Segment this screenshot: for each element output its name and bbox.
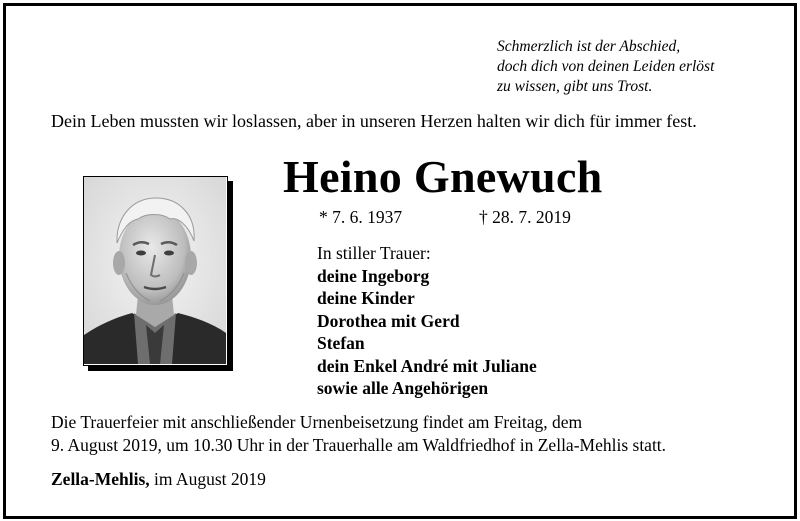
closing-date: im August 2019 <box>154 469 266 489</box>
life-dates <box>319 206 571 228</box>
mourners-label: In stiller Trauer: <box>317 243 431 263</box>
service-line: Die Trauerfeier mit anschließender Urnenbeisetzung findet am Freitag, dem <box>51 412 583 432</box>
mourner-name: sowie alle Angehörigen <box>317 378 489 398</box>
mourners-block <box>317 242 537 400</box>
portrait-illustration <box>84 177 226 364</box>
mourner-name: dein Enkel André mit Juliane <box>317 355 537 376</box>
quote-line: Schmerzlich ist der Abschied, <box>497 38 681 55</box>
quote-line: doch dich von deinen Leiden erlöst <box>497 58 715 75</box>
birth-date: * 7. 6. 1937 <box>319 207 403 227</box>
funeral-service-info <box>51 411 771 456</box>
closing-place: Zella-Mehlis, <box>51 469 150 489</box>
mourner-name: deine Kinder <box>317 288 415 308</box>
deceased-name: Heino Gnewuch <box>283 151 603 202</box>
mourner-name: Dorothea mit Gerd <box>317 310 460 331</box>
intro-text: Dein Leben mussten wir loslassen, aber in unseren Herzen halten wir dich für immer fest. <box>51 111 697 131</box>
mourner-name: Stefan <box>317 333 365 353</box>
quote-line: zu wissen, gibt uns Trost. <box>497 78 653 95</box>
mourner-name: deine Ingeborg <box>317 265 430 286</box>
death-date: † 28. 7. 2019 <box>479 207 571 227</box>
service-line: 9. August 2019, um 10.30 Uhr in der Trauerhalle am Waldfriedhof in Zella-Mehlis statt. <box>51 434 667 455</box>
portrait-photo <box>83 176 228 366</box>
place-and-date <box>51 468 266 490</box>
memorial-quote <box>497 37 714 97</box>
